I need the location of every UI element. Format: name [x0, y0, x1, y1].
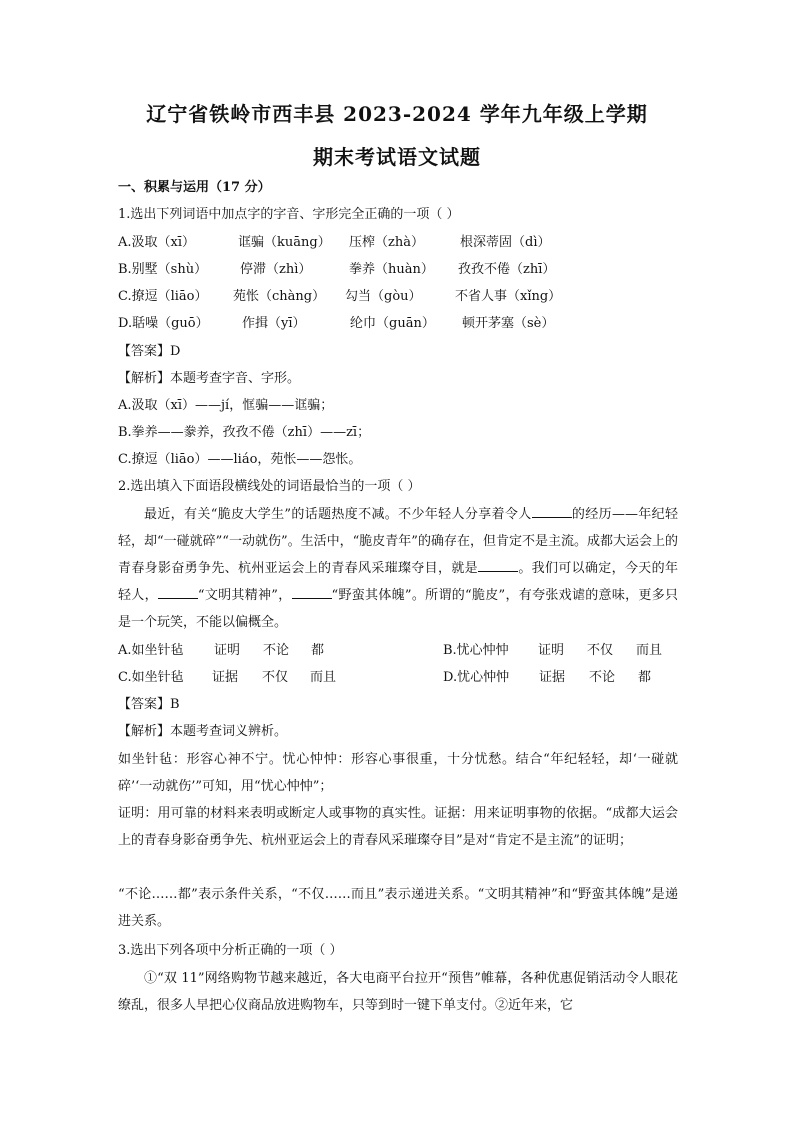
q1-analysis-c: C.撩逗（liāo）——liáo，苑怅——怨怅。 — [118, 452, 362, 467]
blank-1 — [532, 507, 572, 518]
q1-option-a-2: 诓骗（kuāng） — [238, 235, 331, 250]
q1-answer: 【答案】D — [118, 344, 181, 359]
q1-option-b-2: 停滞（zhì） — [240, 262, 312, 277]
q2-option-b-4: 而且 — [636, 643, 663, 658]
q1-option-a-1: A.汲取（xī） — [118, 235, 196, 250]
q1-option-d-4: 顿开茅塞（sè） — [462, 316, 555, 331]
q2-analysis-head: 【解析】本题考查词义辨析。 — [118, 724, 288, 739]
q2-option-c-1: C.如坐针毡 — [118, 670, 184, 685]
q2-option-a-4: 都 — [311, 643, 325, 658]
q2-option-b-3: 不仅 — [587, 643, 614, 658]
q2-option-c-2: 证据 — [212, 670, 239, 685]
blank-4 — [292, 588, 332, 599]
q1-option-d-3: 纶巾（guān） — [350, 316, 435, 331]
blank-2 — [478, 561, 518, 572]
q2-passage-part2: 的经历——年纪轻轻，却“一碰就碎”“一动就伤”。生活中，“脆皮青年”的确存在，但肯定不是主流。成都大运会上的青春身影奋勇争先、杭州亚运会上的青春风采璀璨夺目，就是 — [118, 507, 678, 576]
q3-stem: 3.选出下列各项中分析正确的一项（ ） — [118, 943, 343, 958]
q1-option-a-4: 根深蒂固（dì） — [460, 235, 551, 250]
q2-option-b-2: 证明 — [538, 643, 565, 658]
q1-option-c-1: C.撩逗（liāo） — [118, 289, 208, 304]
q1-option-c-3: 勾当（gòu） — [345, 289, 422, 304]
q2-analysis-p2: 证明：用可靠的材料来表明或断定人或事物的真实性。证据：用来证明事物的依据。“成都大运会上的青春身影奋勇争先、杭州亚运会上的青春风采璀璨夺目”是对“肯定不是主流”的证明； — [118, 806, 678, 848]
q1-stem: 1.选出下列词语中加点字的字音、字形完全正确的一项（ ） — [118, 207, 460, 222]
q1-analysis-b: B.拳养——豢养，孜孜不倦（zhī）——zī； — [118, 425, 371, 440]
q2-option-a-1: A.如坐针毡 — [118, 643, 184, 658]
doc-title-line2: 期末考试语文试题 — [313, 145, 481, 169]
q1-option-d-1: D.聒噪（guō） — [118, 316, 209, 331]
section-heading: 一、积累与运用（17 分） — [118, 180, 271, 195]
q2-option-d-2: 证据 — [539, 670, 566, 685]
q1-analysis-head: 【解析】本题考查字音、字形。 — [118, 371, 301, 386]
q2-analysis-p3: “不论……都”表示条件关系，“不仅……而且”表示递进关系。“文明其精神”和“野蛮其体魄”是递进关系。 — [118, 887, 678, 929]
q1-option-b-3: 拳养（huàn） — [349, 262, 434, 277]
q2-passage-part3: 。我们可以确定，今天的年轻人， — [118, 561, 678, 603]
q2-analysis-p1: 如坐针毡：形容心神不宁。忧心忡忡：形容心事很重，十分忧愁。结合“年纪轻轻，却‘一碰就碎’‘一动就伤’”可知，用“忧心忡忡”； — [118, 752, 678, 794]
q1-option-b-1: B.别墅（shù） — [118, 262, 208, 277]
q1-option-c-4: 不省人事（xǐng） — [455, 289, 562, 304]
q1-option-b-4: 孜孜不倦（zhī） — [458, 262, 556, 277]
q2-option-b-1: B.忧心忡忡 — [443, 643, 509, 658]
q2-passage-part4: “文明其精神”， — [197, 588, 292, 603]
q1-analysis-a: A.汲取（xī）——jí，恇骗——诓骗； — [118, 398, 334, 413]
q1-option-c-2: 苑怅（chàng） — [233, 289, 326, 304]
doc-title-line1: 辽宁省铁岭市西丰县 2023-2024 学年九年级上学期 — [146, 102, 648, 126]
q2-option-d-3: 不论 — [589, 670, 616, 685]
q2-passage-part1: 最近，有关“脆皮大学生”的话题热度不减。不少年轻人分享着令人 — [144, 507, 532, 522]
q2-passage-part5: “野蛮其体魄”。所谓的“脆皮”，有夸张戏谑的意味，更多只是一个玩笑，不能以偏概全。 — [118, 588, 678, 630]
q2-option-c-4: 而且 — [310, 670, 337, 685]
q2-passage — [118, 501, 678, 636]
q2-stem: 2.选出填入下面语段横线处的词语最恰当的一项（ ） — [118, 479, 421, 494]
q2-option-c-3: 不仅 — [262, 670, 289, 685]
q2-option-a-3: 不论 — [263, 643, 290, 658]
q3-passage: ①“双 11”网络购物节越来越近，各大电商平台拉开“预售”帷幕，各种优惠促销活动令人眼花缭乱，很多人早把心仪商品放进购物车，只等到时一键下单支付。②近年来，它 — [118, 971, 678, 1013]
q2-option-a-2: 证明 — [214, 643, 241, 658]
q1-option-d-2: 作揖（yī） — [242, 316, 306, 331]
q2-option-d-4: 都 — [638, 670, 652, 685]
blank-3 — [158, 588, 198, 599]
q2-option-d-1: D.忧心忡忡 — [443, 670, 510, 685]
q2-answer: 【答案】B — [118, 697, 180, 712]
q1-option-a-3: 压榨（zhà） — [349, 235, 424, 250]
